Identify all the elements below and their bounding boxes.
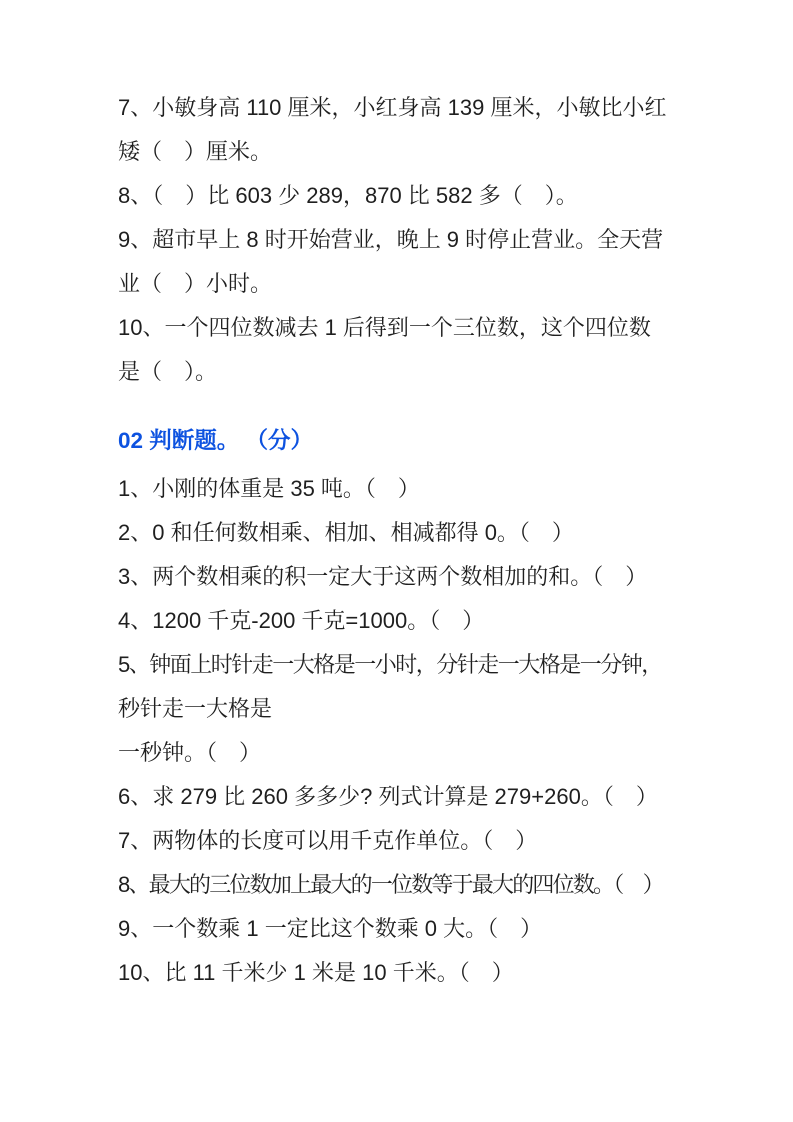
judgment-question-8-line-1: 8、最大的三位数加上最大的一位数等于最大的四位数。（ ）	[118, 872, 663, 897]
fill-question-7	[118, 86, 718, 174]
worksheet-content	[118, 86, 718, 995]
judgment-question-3-line-1: 3、两个数相乘的积一定大于这两个数相加的和。（ ）	[118, 564, 648, 589]
judgment-section-header: 02 判断题。 （分）	[118, 428, 314, 453]
judgment-question-1-line-1: 1、小刚的体重是 35 吨。（ ）	[118, 476, 420, 501]
judgment-question-5-line-3: 一秒钟。（ ）	[118, 740, 262, 765]
judgment-section	[118, 419, 718, 995]
judgment-question-6	[118, 775, 718, 819]
judgment-question-2-line-1: 2、0 和任何数相乘、相加、相减都得 0。（ ）	[118, 520, 574, 545]
judgment-question-9	[118, 907, 718, 951]
judgment-question-8	[118, 863, 718, 907]
fill-blank-section	[118, 86, 718, 394]
judgment-question-6-line-1: 6、求 279 比 260 多多少? 列式计算是 279+260。（ ）	[118, 784, 658, 809]
judgment-question-10-line-1: 10、比 11 千米少 1 米是 10 千米。（ ）	[118, 960, 514, 985]
fill-question-9	[118, 218, 718, 306]
fill-question-8-line-1: 8、（ ）比 603 少 289，870 比 582 多（ ）。	[118, 183, 578, 208]
fill-question-7-line-1: 7、小敏身高 110 厘米，小红身高 139 厘米，小敏比小红	[118, 95, 667, 120]
judgment-question-4	[118, 599, 718, 643]
judgment-question-5-line-2: 秒针走一大格是	[118, 696, 273, 721]
judgment-question-4-line-1: 4、1200 千克-200 千克=1000。（ ）	[118, 608, 485, 633]
fill-question-9-line-2: 业（ ）小时。	[118, 271, 273, 296]
fill-question-10-line-2: 是（ ）。	[118, 359, 218, 384]
judgment-question-3	[118, 555, 718, 599]
judgment-question-1	[118, 467, 718, 511]
fill-question-10	[118, 306, 718, 394]
judgment-question-7	[118, 819, 718, 863]
fill-question-7-line-2: 矮（ ）厘米。	[118, 139, 273, 164]
judgment-question-5	[118, 643, 718, 775]
judgment-question-10	[118, 951, 718, 995]
judgment-question-7-line-1: 7、两物体的长度可以用千克作单位。（ ）	[118, 828, 538, 853]
fill-question-9-line-1: 9、超市早上 8 时开始营业，晚上 9 时停止营业。全天营	[118, 227, 664, 252]
judgment-question-2	[118, 511, 718, 555]
fill-question-10-line-1: 10、一个四位数减去 1 后得到一个三位数，这个四位数	[118, 315, 651, 340]
fill-question-8	[118, 174, 718, 218]
judgment-question-5-line-1: 5、钟面上时针走一大格是一小时，分针走一大格是一分钟，	[118, 652, 662, 677]
judgment-question-9-line-1: 9、一个数乘 1 一定比这个数乘 0 大。（ ）	[118, 916, 543, 941]
